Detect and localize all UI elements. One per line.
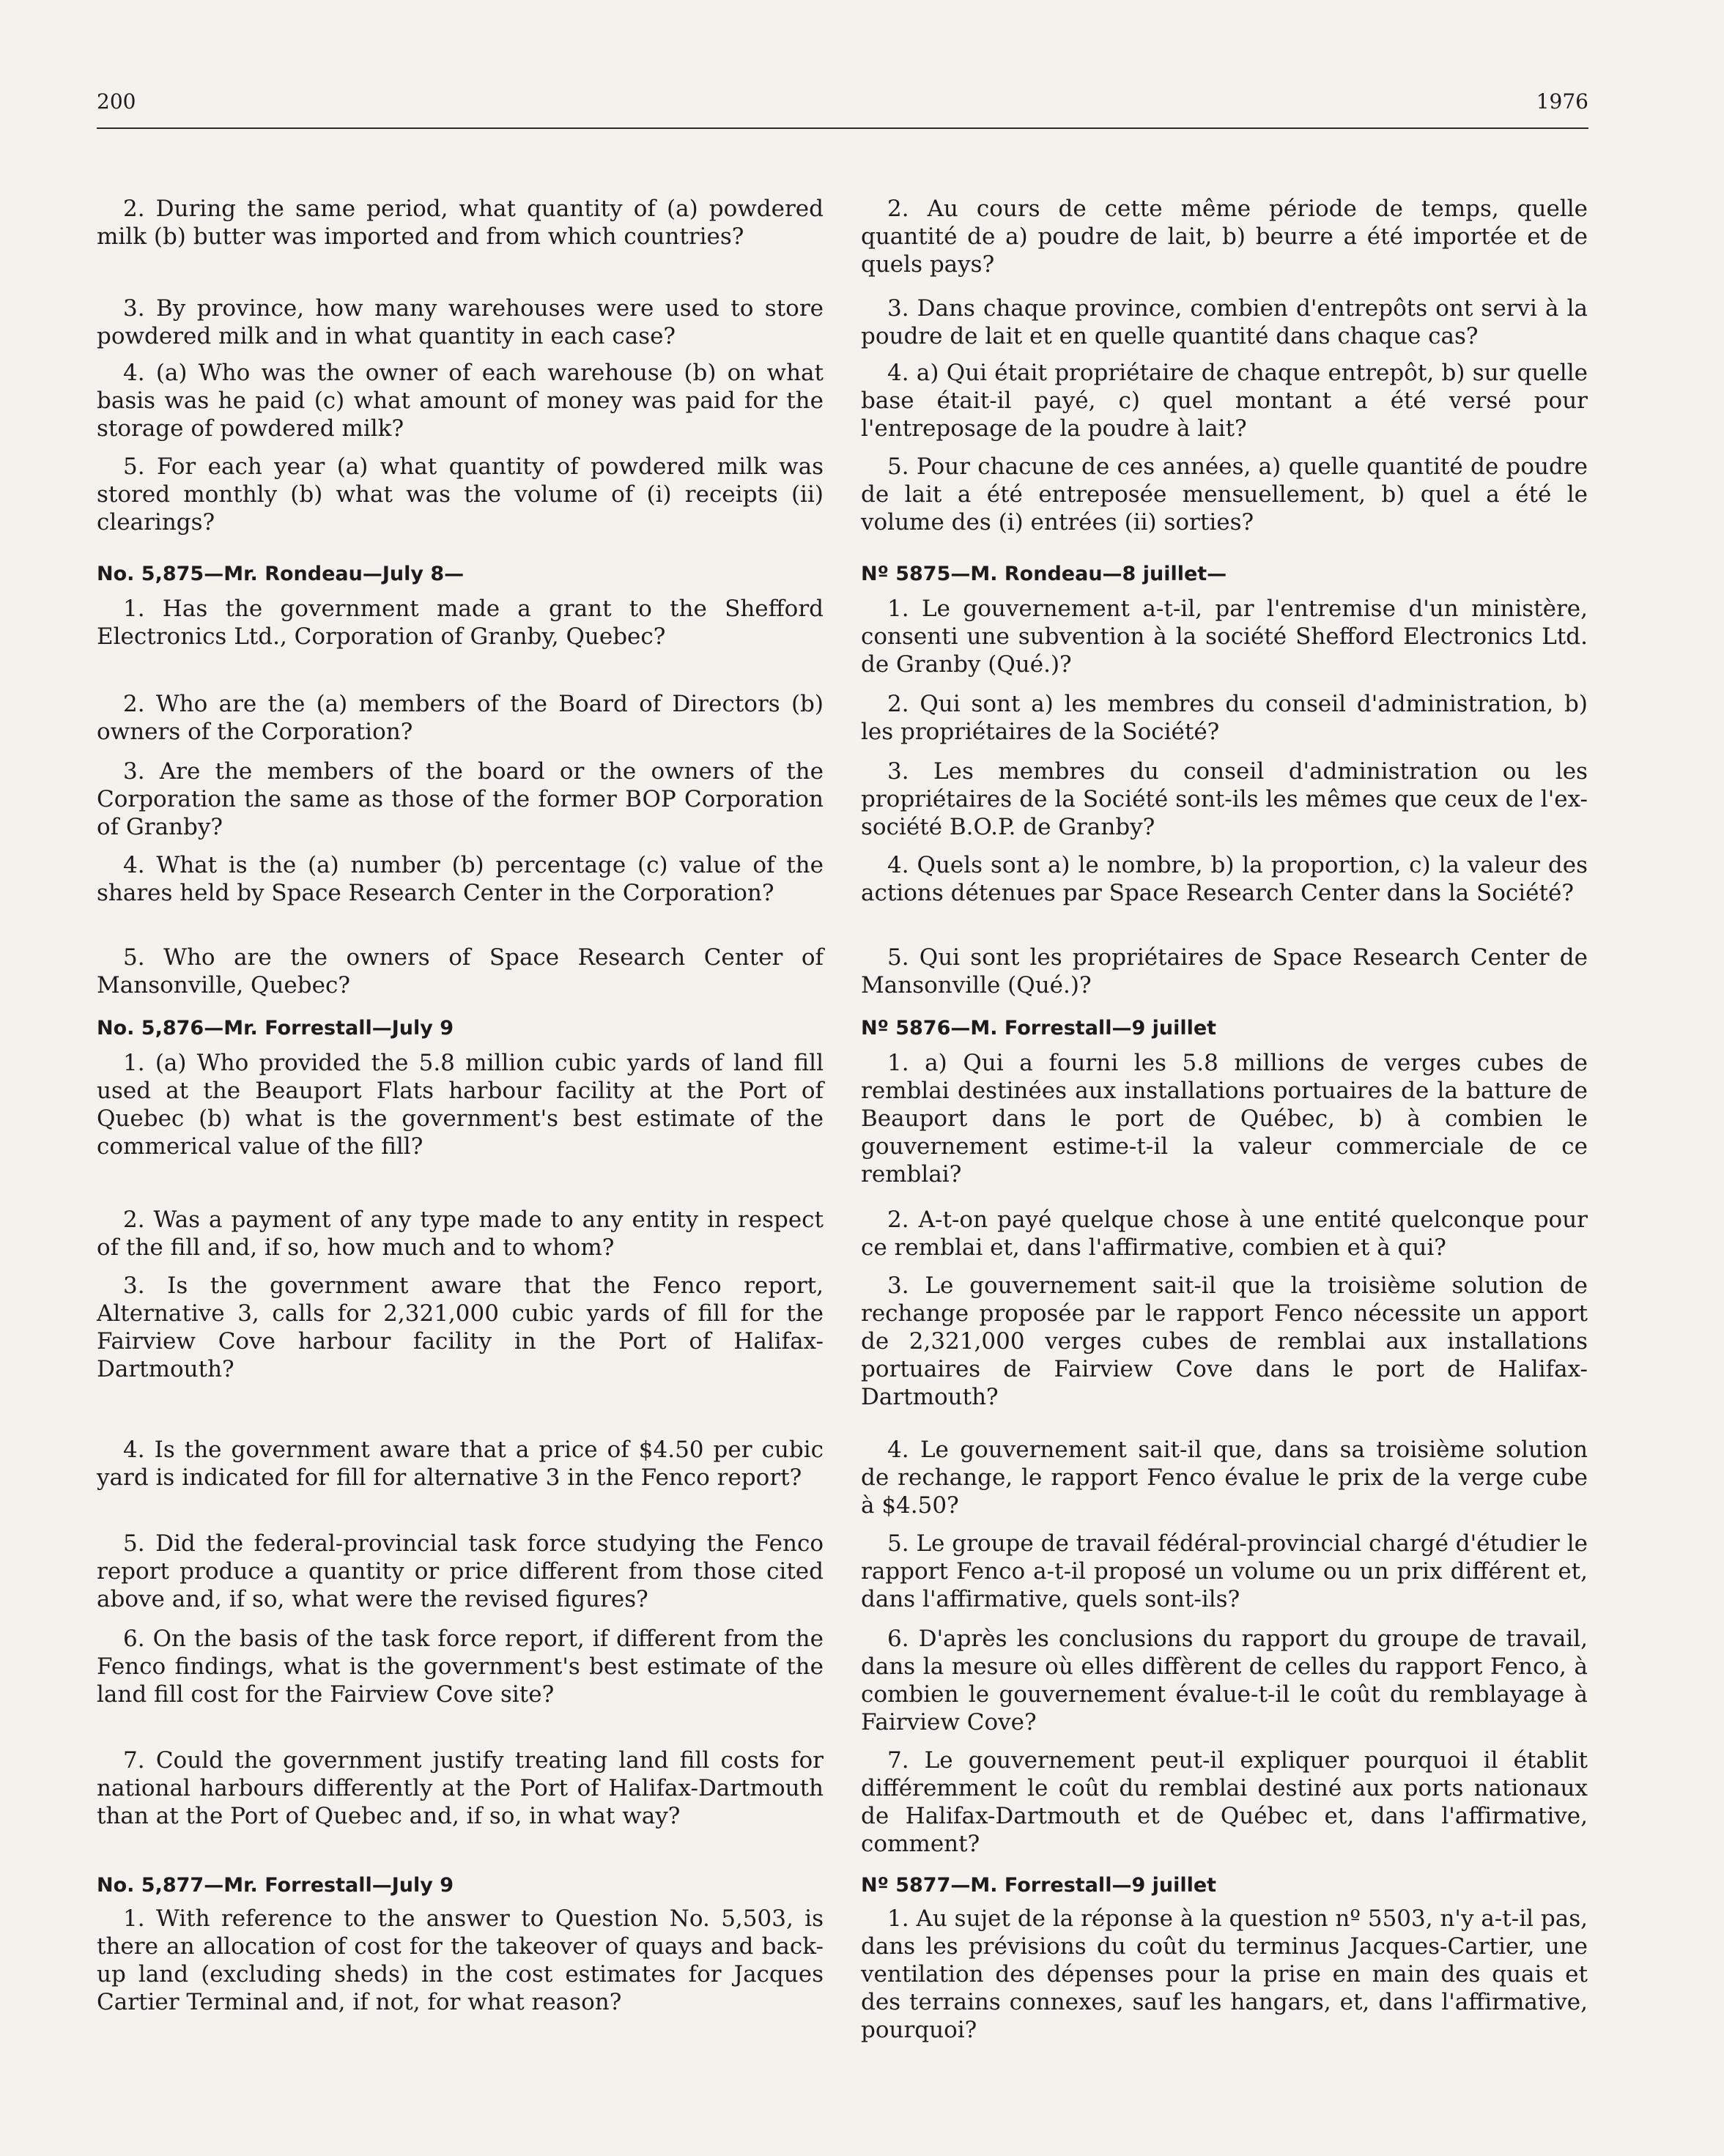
question-paragraph: 4. a) Qui était propriétaire de chaque entrepôt, b) sur quelle base était-il payé, c) quel montant a été versé pour l'entreposage de la poudre à lait?	[861, 360, 1588, 442]
question-paragraph: 5. Qui sont les propriétaires de Space Research Center de Mansonville (Qué.)?	[861, 944, 1588, 999]
question-paragraph: 1. a) Qui a fourni les 5.8 millions de verges cubes de remblai destinées aux installations portuaires de la batture de Beauport dans le port de Québec, b) à combien le gouvernement estime-t-il la valeur commerciale de ce remblai?	[861, 1050, 1588, 1188]
question-paragraph: 6. D'après les conclusions du rapport du groupe de travail, dans la mesure où elles diffèrent de celles du rapport Fenco, à combien le gouvernement évalue-t-il le coût du remblayage à Fairview Cove?	[861, 1626, 1588, 1735]
question-heading: Nº 5875—M. Rondeau—8 juillet—	[861, 563, 1227, 585]
question-paragraph: 5. Pour chacune de ces années, a) quelle quantité de poudre de lait a été entreposée mensuellement, b) quel a été le volume des (i) entrées (ii) sorties?	[861, 453, 1588, 536]
question-heading: No. 5,875—Mr. Rondeau—July 8—	[97, 563, 465, 585]
question-paragraph: 6. On the basis of the task force report, if different from the Fenco findings, what is the government's best estimate of the land fill cost for the Fairview Cove site?	[97, 1626, 824, 1708]
question-paragraph: 2. Qui sont a) les membres du conseil d'administration, b) les propriétaires de la Société?	[861, 691, 1588, 745]
page-year: 1976	[1536, 89, 1588, 114]
question-paragraph: 3. Le gouvernement sait-il que la troisième solution de rechange proposée par le rapport Fenco nécessite un apport de 2,321,000 verges cubes de remblai aux installations portuaires de Fairview Cove dans le port de Halifax-Dartmouth?	[861, 1273, 1588, 1410]
question-paragraph: 5. Le groupe de travail fédéral-provincial chargé d'étudier le rapport Fenco a-t-il proposé un volume ou un prix différent et, dans l'affirmative, quels sont-ils?	[861, 1530, 1588, 1612]
question-paragraph: 1. With reference to the answer to Question No. 5,503, is there an allocation of cost for the takeover of quays and back-up land (excluding sheds) in the cost estimates for Jacques Cartier Terminal and, if not, for what reason?	[97, 1905, 824, 2015]
question-paragraph: 2. During the same period, what quantity of (a) powdered milk (b) butter was imported and from which countries?	[97, 196, 824, 250]
question-paragraph: 5. For each year (a) what quantity of powdered milk was stored monthly (b) what was the volume of (i) receipts (ii) clearings?	[97, 453, 824, 536]
question-paragraph: 2. Au cours de cette même période de temps, quelle quantité de a) poudre de lait, b) beurre a été importée et de quels pays?	[861, 196, 1588, 278]
question-paragraph: 1. Has the government made a grant to the Shefford Electronics Ltd., Corporation of Granby, Quebec?	[97, 596, 824, 650]
question-paragraph: 2. Was a payment of any type made to any entity in respect of the fill and, if so, how much and to whom?	[97, 1207, 824, 1261]
page-number: 200	[97, 89, 136, 114]
question-paragraph: 3. Is the government aware that the Fenco report, Alternative 3, calls for 2,321,000 cubic yards of fill for the Fairview Cove harbour facility in the Port of Halifax-Dartmouth?	[97, 1273, 824, 1382]
question-paragraph: 4. Le gouvernement sait-il que, dans sa troisième solution de rechange, le rapport Fenco évalue le prix de la verge cube à $4.50?	[861, 1437, 1588, 1519]
question-paragraph: 4. What is the (a) number (b) percentage (c) value of the shares held by Space Research Center in the Corporation?	[97, 852, 824, 906]
question-heading: Nº 5876—M. Forrestall—9 juillet	[861, 1017, 1217, 1040]
question-paragraph: 3. Dans chaque province, combien d'entrepôts ont servi à la poudre de lait et en quelle quantité dans chaque cas?	[861, 295, 1588, 349]
question-paragraph: 1. Le gouvernement a-t-il, par l'entremise d'un ministère, consenti une subvention à la société Shefford Electronics Ltd. de Granby (Qué.)?	[861, 596, 1588, 678]
question-heading: No. 5,877—Mr. Forrestall—July 9	[97, 1874, 454, 1897]
question-paragraph: 2. A-t-on payé quelque chose à une entité quelconque pour ce remblai et, dans l'affirmative, combien et à qui?	[861, 1207, 1588, 1261]
question-paragraph: 4. Quels sont a) le nombre, b) la proportion, c) la valeur des actions détenues par Space Research Center dans la Société?	[861, 852, 1588, 906]
question-paragraph: 3. Les membres du conseil d'administration ou les propriétaires de la Société sont-ils les mêmes que ceux de l'ex-société B.O.P. de Granby?	[861, 758, 1588, 840]
question-paragraph: 4. Is the government aware that a price of $4.50 per cubic yard is indicated for fill for alternative 3 in the Fenco report?	[97, 1437, 824, 1491]
question-paragraph: 3. Are the members of the board or the owners of the Corporation the same as those of the former BOP Corporation of Granby?	[97, 758, 824, 840]
page-header	[97, 89, 1588, 129]
question-paragraph: 4. (a) Who was the owner of each warehouse (b) on what basis was he paid (c) what amount of money was paid for the storage of powdered milk?	[97, 360, 824, 442]
question-heading: Nº 5877—M. Forrestall—9 juillet	[861, 1874, 1217, 1897]
question-paragraph: 7. Could the government justify treating land fill costs for national harbours differently at the Port of Halifax-Dartmouth than at the Port of Quebec and, if so, in what way?	[97, 1747, 824, 1829]
question-paragraph: 7. Le gouvernement peut-il expliquer pourquoi il établit différemment le coût du remblai destiné aux ports nationaux de Halifax-Dartmouth et de Québec et, dans l'affirmative, comment?	[861, 1747, 1588, 1857]
question-paragraph: 5. Who are the owners of Space Research Center of Mansonville, Quebec?	[97, 944, 824, 999]
question-paragraph: 1. (a) Who provided the 5.8 million cubic yards of land fill used at the Beauport Flats harbour facility at the Port of Quebec (b) what is the government's best estimate of the commerical value of the fill?	[97, 1050, 824, 1160]
question-paragraph: 3. By province, how many warehouses were used to store powdered milk and in what quantity in each case?	[97, 295, 824, 349]
question-paragraph: 2. Who are the (a) members of the Board of Directors (b) owners of the Corporation?	[97, 691, 824, 745]
question-paragraph: 1. Au sujet de la réponse à la question nº 5503, n'y a-t-il pas, dans les prévisions du coût du terminus Jacques-Cartier, une ventilation des dépenses pour la prise en main des quais et des terrains connexes, sauf les hangars, et, dans l'affirmative, pourquoi?	[861, 1905, 1588, 2043]
question-heading: No. 5,876—Mr. Forrestall—July 9	[97, 1017, 454, 1040]
question-paragraph: 5. Did the federal-provincial task force studying the Fenco report produce a quantity or price different from those cited above and, if so, what were the revised figures?	[97, 1530, 824, 1612]
